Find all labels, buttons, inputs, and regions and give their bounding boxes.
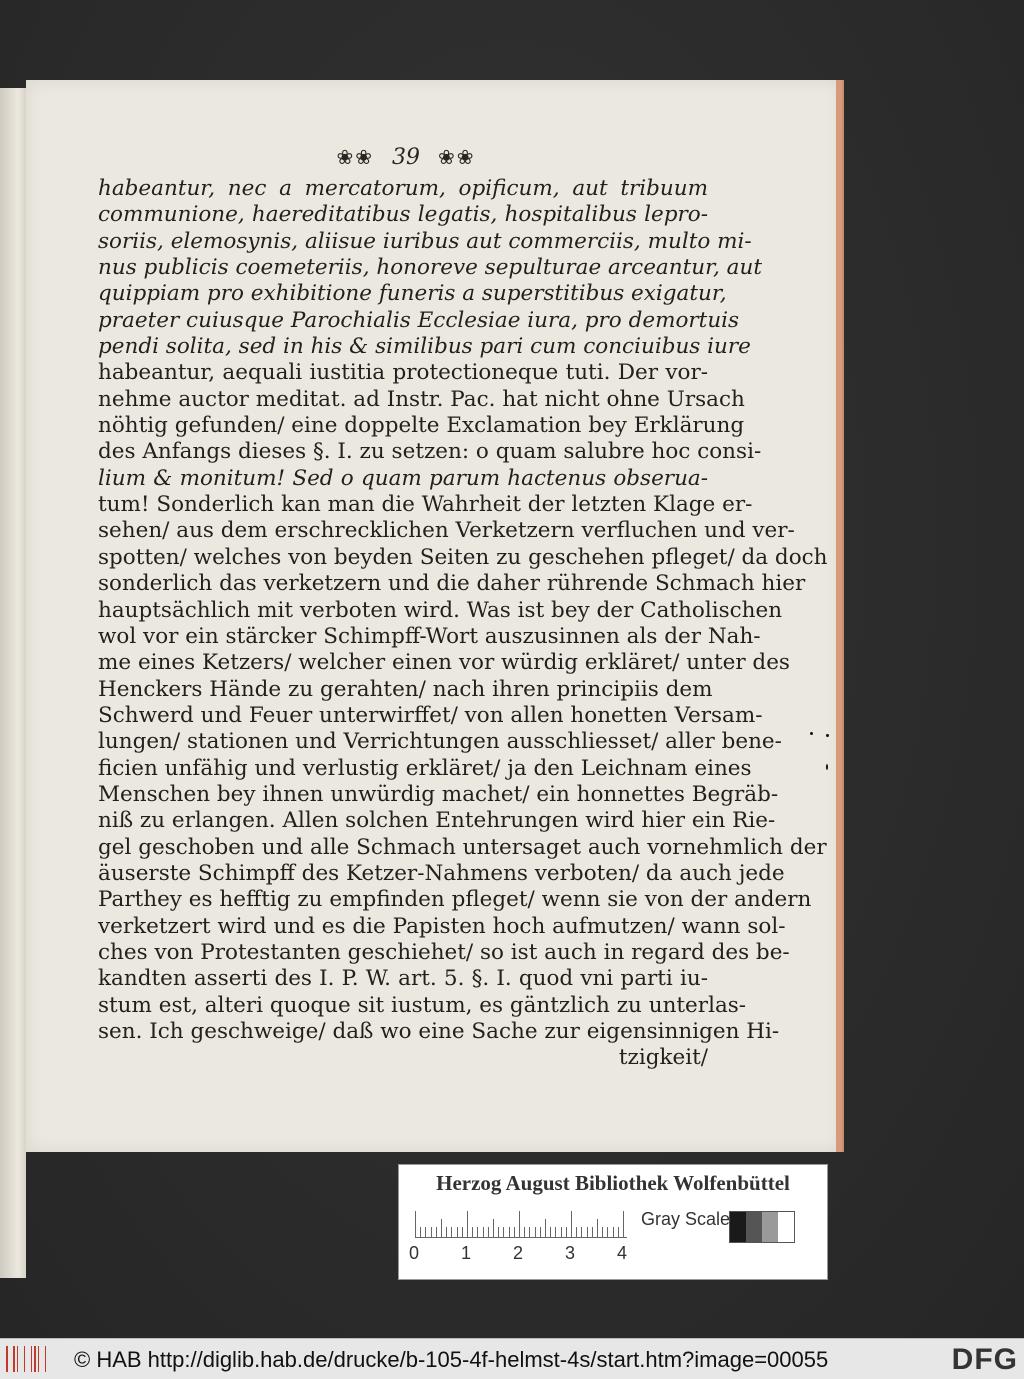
- ruler-tick: [540, 1227, 541, 1237]
- barcode-bar: [13, 1346, 15, 1372]
- ruler-tick: [425, 1227, 426, 1237]
- ruler-tick: [488, 1227, 489, 1237]
- text-line: praeter cuiusque Parochialis Ecclesiae iura, pro demortuis: [98, 307, 740, 333]
- ornament-left-icon: ❀❀: [336, 145, 374, 169]
- ruler-tick: [431, 1227, 432, 1237]
- text-line: Parthey es hefftig zu empfinden pfleget/ wenn sie von der andern: [98, 887, 812, 913]
- ruler-tick: [498, 1227, 499, 1237]
- text-line: habeantur, nec a mercatorum, opificum, aut tribuum: [98, 176, 708, 201]
- page-header: [316, 142, 496, 172]
- ruler-number: 2: [513, 1243, 524, 1263]
- library-name: Herzog August Bibliothek Wolfenbüttel: [436, 1171, 790, 1195]
- ruler-tick: [446, 1227, 447, 1237]
- ruler-tick: [571, 1211, 572, 1237]
- dust-speck: [826, 764, 828, 770]
- ruler-tick: [467, 1211, 468, 1237]
- ruler-number: 4: [617, 1243, 628, 1263]
- ruler-tick: [509, 1227, 510, 1237]
- ruler-tick: [602, 1227, 603, 1237]
- text-line: gel geschoben und alle Schmach untersaget auch vornehmlich der: [98, 834, 827, 860]
- gray-swatch: [762, 1212, 778, 1242]
- text-line: tzigkeit/: [618, 1045, 708, 1071]
- text-line: nehme auctor meditat. ad Instr. Pac. hat nicht ohne Ursach: [98, 386, 745, 412]
- book-page: [26, 80, 844, 1152]
- text-line: pendi solita, sed in his & similibus pari cum conciuibus iure: [98, 334, 751, 360]
- ruler-tick: [451, 1227, 452, 1237]
- text-line: wol vor ein stärcker Schimpff-Wort auszusinnen als der Nah-: [98, 623, 761, 649]
- ruler-tick: [613, 1227, 614, 1237]
- barcode-bar: [6, 1346, 8, 1372]
- text-line: äuserste Schimpff des Ketzer-Nahmens verboten/ da auch jede: [98, 860, 785, 886]
- text-line: spotten/ welches von beyden Seiten zu geschehen pfleget/ da doch: [98, 544, 828, 570]
- text-line: habeantur, aequali iustitia protectioneque tuti. Der vor-: [98, 360, 708, 386]
- text-line: communione, haereditatibus legatis, hospitalibus lepro-: [98, 202, 708, 228]
- ruler-scale: [415, 1209, 627, 1238]
- ruler-tick: [555, 1227, 556, 1237]
- ruler-tick: [436, 1227, 437, 1237]
- dust-speck: [826, 734, 829, 737]
- ruler-tick: [493, 1219, 494, 1237]
- ruler-tick: [550, 1227, 551, 1237]
- text-line: soriis, elemosynis, aliisue iuribus aut commerciis, multo mi-: [98, 228, 752, 254]
- page-number: 39: [392, 144, 420, 170]
- barcode-bar: [24, 1346, 26, 1372]
- ruler-tick: [545, 1219, 546, 1237]
- text-line: ficien unfähig und verlustig erkläret/ ja den Leichnam eines: [98, 755, 752, 781]
- text-line: stum est, alteri quoque sit iustum, es gäntzlich zu unterlas-: [98, 992, 747, 1018]
- ruler-tick: [566, 1227, 567, 1237]
- ruler-tick: [514, 1227, 515, 1237]
- text-line: verketzert wird und es die Papisten hoch aufmutzen/ wann sol-: [98, 913, 786, 939]
- ruler-tick: [457, 1227, 458, 1237]
- ruler-tick: [472, 1227, 473, 1237]
- text-line: Menschen bey ihnen unwürdig machet/ ein honnettes Begräb-: [98, 781, 779, 807]
- ruler-tick: [462, 1227, 463, 1237]
- ruler-tick: [415, 1211, 416, 1237]
- text-line: nus publicis coemeteriis, honoreve sepulturae arceantur, aut: [98, 255, 762, 281]
- gray-scale-label: Gray Scale: [641, 1209, 731, 1229]
- gray-swatch: [778, 1212, 794, 1242]
- text-line: sen. Ich geschweige/ daß wo eine Sache zur eigensinnigen Hi-: [98, 1019, 780, 1044]
- text-line: lungen/ stationen und Verrichtungen ausschliesset/ aller bene-: [98, 729, 782, 755]
- barcode-bar: [20, 1346, 22, 1372]
- text-line: tum! Sonderlich kan man die Wahrheit der letzten Klage er-: [98, 492, 753, 518]
- ruler-tick: [581, 1227, 582, 1237]
- copyright-url[interactable]: © HAB http://diglib.hab.de/drucke/b-105-4f-helmst-4s/start.htm?image=00055: [74, 1347, 829, 1372]
- barcode-icon: [6, 1346, 46, 1372]
- ruler-tick: [587, 1227, 588, 1237]
- text-line: ches von Protestanten geschiehet/ so ist auch in regard des be-: [98, 939, 790, 965]
- text-line: sonderlich das verketzern und die daher rührende Schmach hier: [98, 571, 806, 597]
- ruler-tick: [592, 1227, 593, 1237]
- text-line: quippiam pro exhibitione funeris a superstitibus exigatur,: [98, 281, 727, 307]
- dfg-logo: DFG: [946, 1343, 1018, 1377]
- ruler-tick: [524, 1227, 525, 1237]
- text-line: Schwerd und Feuer unterwirffet/ von allen honetten Versam-: [98, 702, 763, 728]
- ruler-tick: [529, 1227, 530, 1237]
- text-line: kandten asserti des I. P. W. art. 5. §. I. quod vni parti iu-: [98, 966, 708, 992]
- text-line: Henckers Hände zu gerahten/ nach ihren principiis dem: [98, 676, 713, 702]
- barcode-bar: [27, 1346, 29, 1372]
- text-line: hauptsächlich mit verboten wird. Was ist bey der Catholischen: [98, 597, 783, 623]
- text-line: sehen/ aus dem erschrecklichen Verketzern verfluchen und ver-: [98, 518, 795, 544]
- ruler-number: 3: [565, 1243, 576, 1263]
- text-line: nöhtig gefunden/ eine doppelte Exclamation bey Erklärung: [98, 413, 745, 439]
- barcode-bar: [17, 1346, 19, 1372]
- page-text: [98, 176, 828, 1072]
- footer-bar: [0, 1338, 1024, 1379]
- text-line: me eines Ketzers/ welcher einen vor würdig erkläret/ unter des: [98, 650, 790, 676]
- ruler-tick: [618, 1227, 619, 1237]
- text-line: lium & monitum! Sed o quam parum hactenus obserua-: [98, 465, 708, 491]
- ruler-tick: [483, 1227, 484, 1237]
- barcode-bar: [10, 1346, 12, 1372]
- ruler-tick: [576, 1227, 577, 1237]
- dust-speck: [810, 732, 813, 735]
- ruler-tick: [503, 1227, 504, 1237]
- ruler-tick: [477, 1227, 478, 1237]
- ruler-tick: [420, 1227, 421, 1237]
- ruler-number: 0: [409, 1243, 420, 1263]
- gray-swatch: [746, 1212, 762, 1242]
- gray-scale-swatches: [729, 1211, 795, 1243]
- ruler-tick: [441, 1219, 442, 1237]
- ruler-tick: [561, 1227, 562, 1237]
- barcode-bar: [34, 1346, 36, 1372]
- ruler-number: 1: [461, 1243, 472, 1263]
- barcode-bar: [38, 1346, 40, 1372]
- color-reference-card: [398, 1164, 828, 1280]
- ruler-tick: [597, 1219, 598, 1237]
- barcode-bar: [31, 1346, 33, 1372]
- ruler-tick: [535, 1227, 536, 1237]
- barcode-bar: [45, 1346, 47, 1372]
- ruler-tick: [623, 1211, 624, 1237]
- ornament-right-icon: ❀❀: [438, 145, 476, 169]
- text-line: niß zu erlangen. Allen solchen Entehrungen wird hier ein Rie-: [98, 808, 776, 834]
- previous-page-edge: [0, 88, 26, 1278]
- barcode-bar: [41, 1346, 43, 1372]
- ruler-tick: [519, 1211, 520, 1237]
- gray-swatch: [730, 1212, 746, 1242]
- ruler-tick: [607, 1227, 608, 1237]
- text-line: des Anfangs dieses §. I. zu setzen: o quam salubre hoc consi-: [98, 439, 762, 465]
